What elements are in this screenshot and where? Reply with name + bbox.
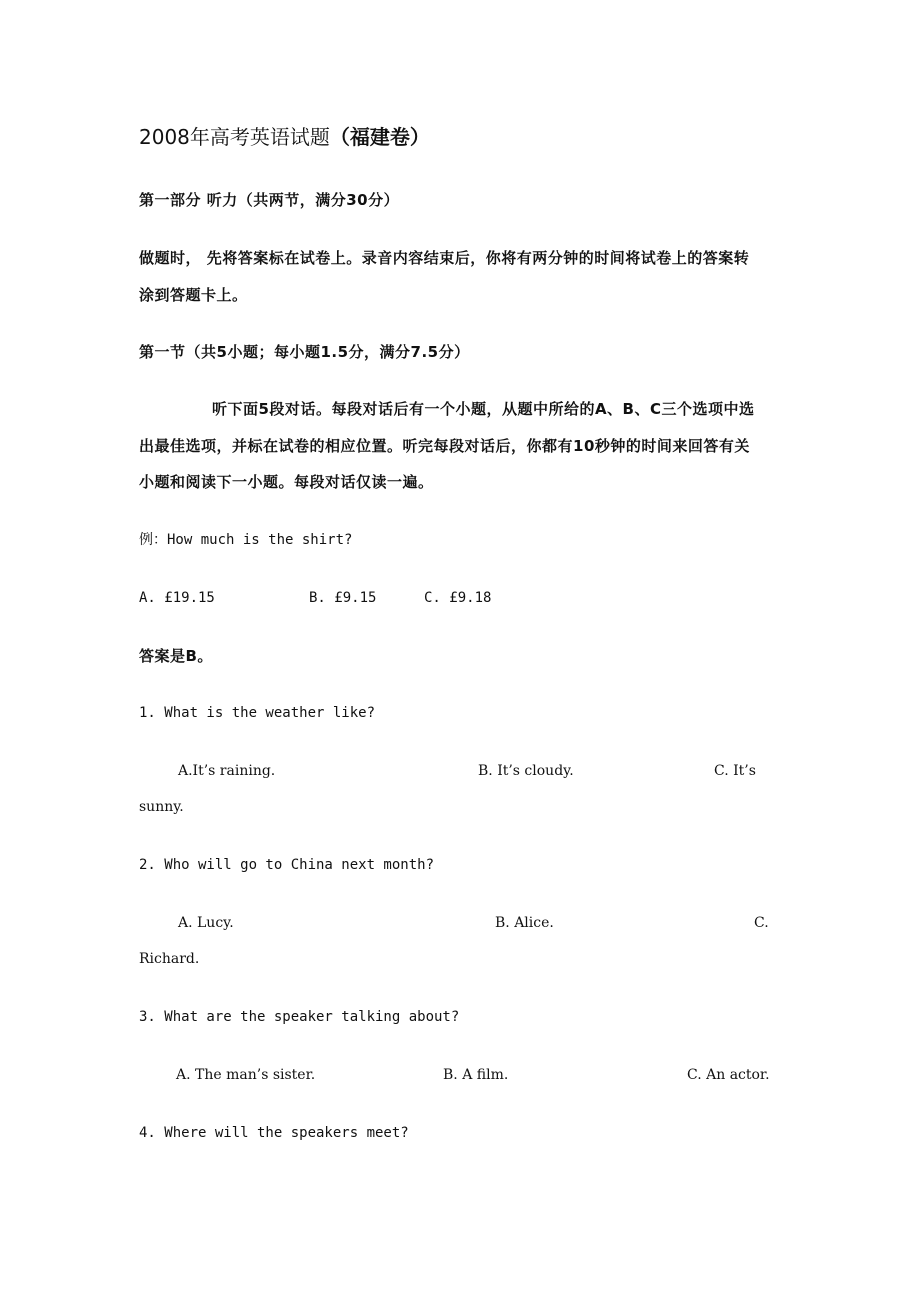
example-answer: 答案是B。 [139,647,213,665]
title-main: 2008年高考英语试题 [139,125,330,149]
question-1-option-a: A.It’s raining. [178,763,276,779]
example-option-c: C. £9.18 [424,590,492,606]
section1-desc-line-3: 小题和阅读下一小题。每段对话仅读一遍。 [139,473,434,491]
question-1-option-c: C. It’s [714,763,756,779]
question-3-option-b: B. A film. [443,1067,509,1083]
part1-heading: 第一部分 听力（共两节，满分30分） [139,191,400,209]
example-option-b: B. £9.15 [309,590,377,606]
question-2-option-b: B. Alice. [495,915,554,931]
section1-desc-line-1: 听下面5段对话。每段对话后有一个小题，从题中所给的A、B、C三个选项中选 [212,400,755,418]
question-2-option-c-wrap: Richard. [139,951,200,967]
question-3-option-c: C. An actor. [687,1067,770,1083]
question-4: 4. Where will the speakers meet? [139,1125,409,1141]
example-option-a: A. £19.15 [139,590,215,606]
question-2: 2. Who will go to China next month? [139,857,435,873]
instruction-line-1: 做题时， 先将答案标在试卷上。录音内容结束后，你将有两分钟的时间将试卷上的答案转 [139,249,750,267]
document-title [139,124,784,150]
question-3-option-a: A. The man’s sister. [176,1067,316,1083]
question-3: 3. What are the speaker talking about? [139,1009,460,1025]
title-province: （福建卷） [329,125,430,149]
section1-heading: 第一节（共5小题；每小题1.5分，满分7.5分） [139,343,470,361]
question-1: 1. What is the weather like? [139,705,376,721]
question-2-option-c: C. [754,915,769,931]
question-1-option-c-wrap: sunny. [139,799,184,815]
question-2-option-a: A. Lucy. [178,915,234,931]
question-1-option-b: B. It’s cloudy. [478,763,574,779]
instruction-line-2: 涂到答题卡上。 [139,286,248,304]
section1-desc-line-2: 出最佳选项，并标在试卷的相应位置。听完每段对话后，你都有10秒钟的时间来回答有关 [139,437,750,455]
example-question: 例：How much is the shirt? [139,532,353,548]
